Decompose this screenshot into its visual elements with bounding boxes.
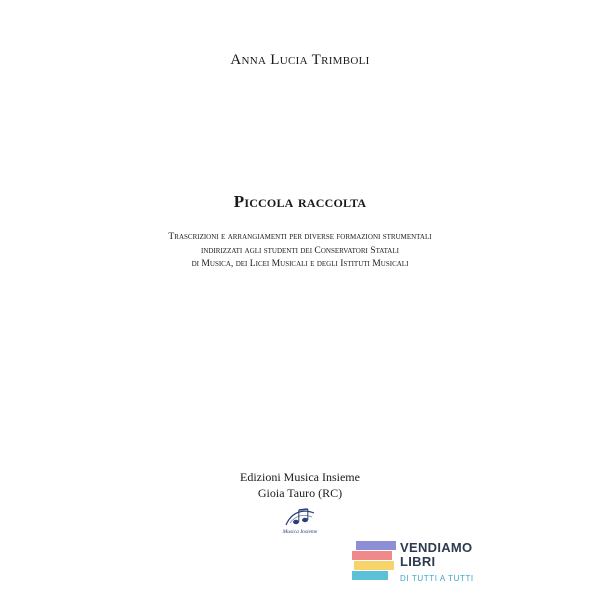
badge-tagline: DI TUTTI A TUTTI bbox=[400, 574, 474, 583]
book-stack-icon bbox=[352, 541, 396, 585]
stack-stripe bbox=[354, 561, 394, 570]
stack-stripe bbox=[352, 571, 388, 580]
badge-brand-line: VENDIAMO bbox=[400, 540, 473, 555]
publisher-logo bbox=[274, 505, 326, 539]
subtitle-line: di Musica, dei Licei Musicali e degli Istituti Musicali bbox=[191, 258, 409, 269]
stack-stripe bbox=[356, 541, 396, 550]
author-name: Anna Lucia Trimboli bbox=[230, 52, 370, 68]
book-subtitle bbox=[60, 230, 540, 271]
music-note-icon bbox=[274, 505, 326, 529]
badge-brand-name bbox=[400, 541, 472, 569]
subtitle-line: indirizzati agli studenti dei Conservatori Statali bbox=[201, 244, 399, 256]
subtitle-line: Trascrizioni e arrangiamenti per diverse formazioni strumentali bbox=[168, 231, 432, 242]
publisher-name: Edizioni Musica Insieme bbox=[240, 470, 360, 484]
badge-brand-line: LIBRI bbox=[400, 554, 436, 569]
stack-stripe bbox=[352, 551, 392, 560]
publisher-city: Gioia Tauro (RC) bbox=[257, 486, 343, 500]
book-title: Piccola raccolta bbox=[233, 192, 367, 211]
publisher-block bbox=[0, 469, 600, 501]
publisher-logo-text: Musica Insieme bbox=[282, 529, 318, 535]
vendiamo-libri-badge bbox=[352, 541, 494, 593]
